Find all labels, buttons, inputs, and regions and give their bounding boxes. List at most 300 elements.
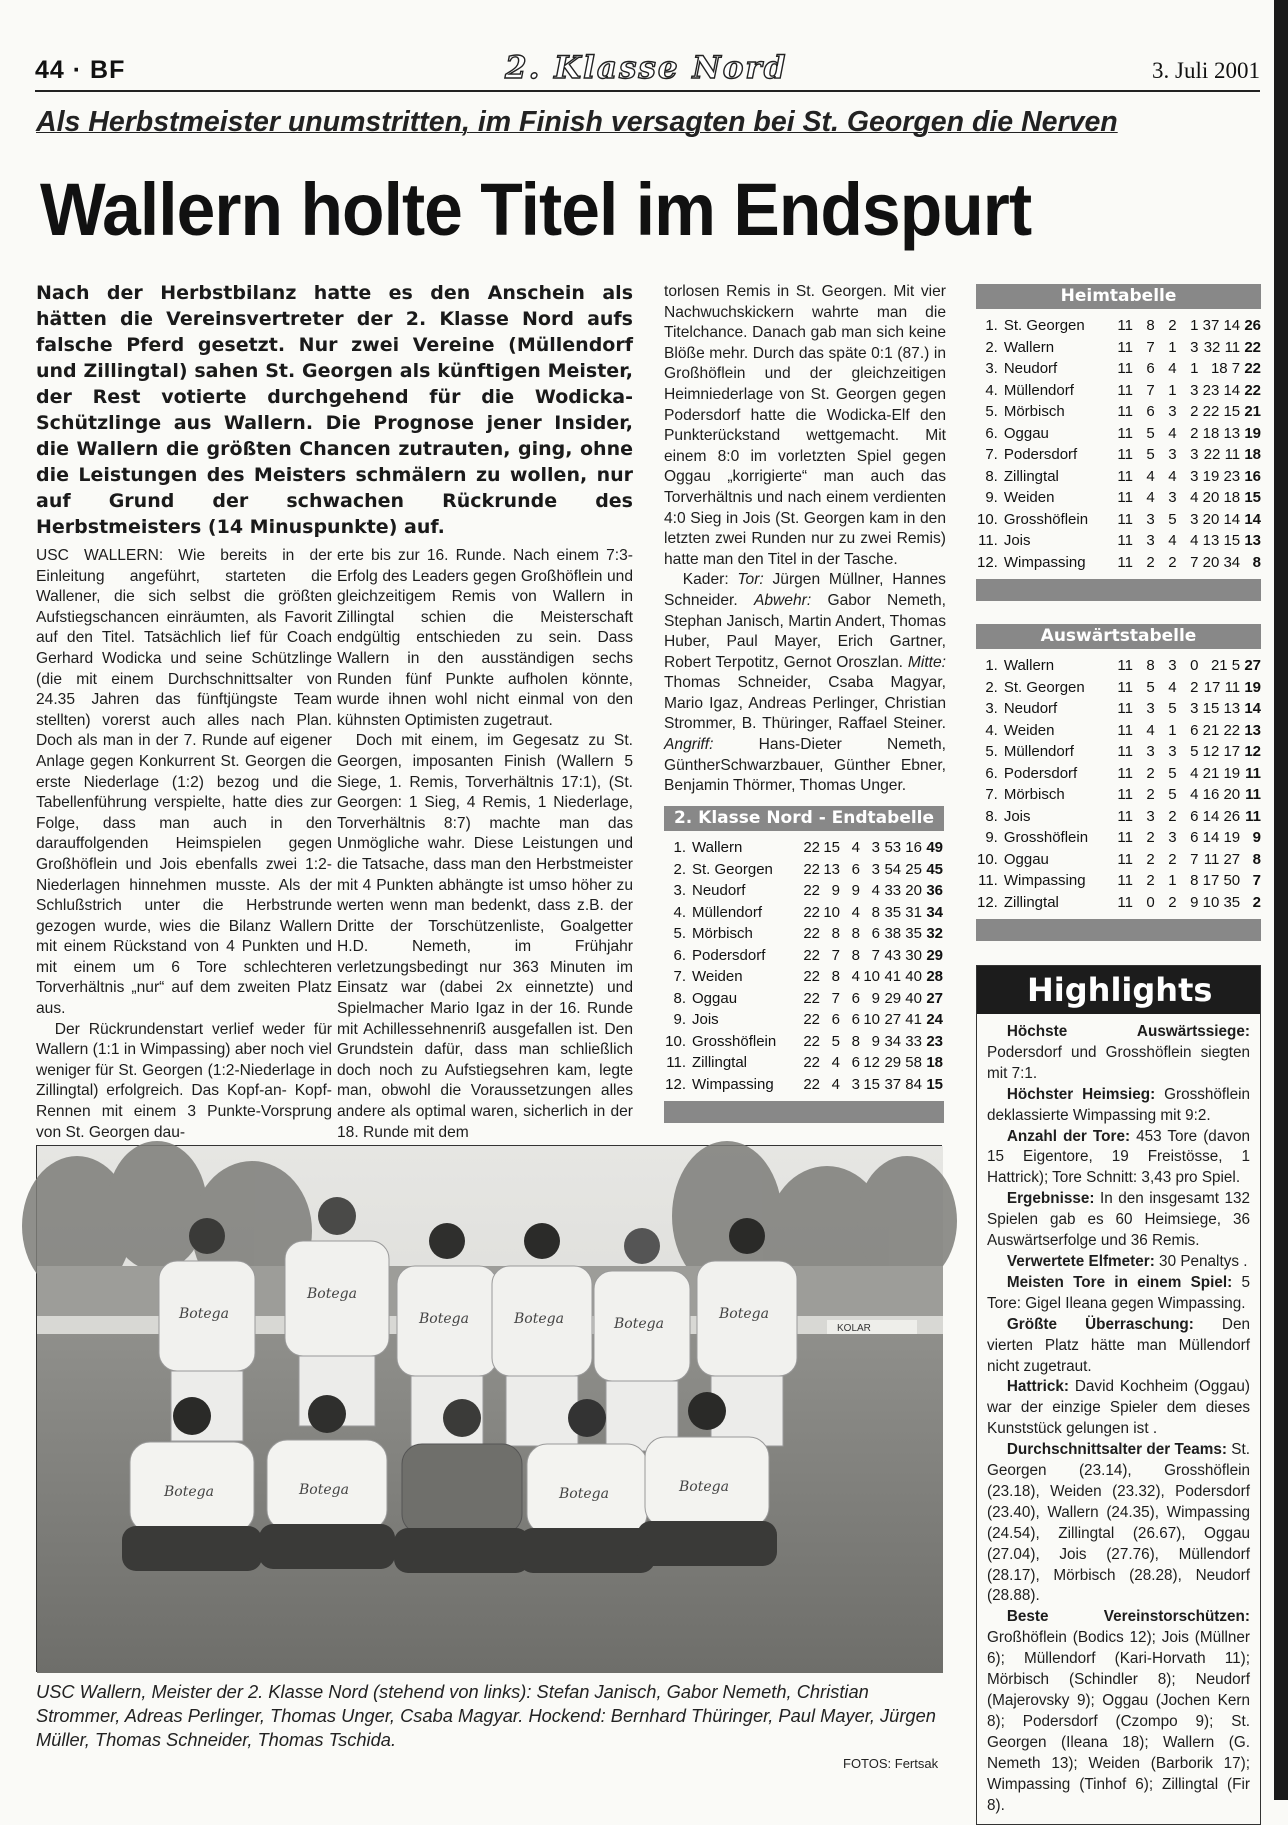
highlight-item	[987, 1252, 1250, 1273]
cell-s: 4	[1146, 467, 1155, 485]
cell-tore: 21 19	[1202, 764, 1241, 782]
highlight-text: In den insgesamt 132 Spielen gab es 60 Heimsiege, 36 Auswärtserfolge und 36 Remis.	[987, 1190, 1250, 1250]
cell-pkt: 13	[1244, 721, 1261, 739]
cell-rank: 3.	[985, 360, 998, 377]
cell-tore: 11 27	[1203, 850, 1241, 868]
cell-n: 5	[1190, 743, 1199, 760]
cell-tore: 22 11	[1203, 446, 1241, 463]
cell-u: 1	[1168, 872, 1177, 889]
cell-pkt: 7	[1252, 872, 1261, 889]
cell-rank: 6.	[985, 764, 998, 782]
cell-tore: 12 17	[1202, 743, 1241, 760]
cell-team: Wallern	[692, 839, 743, 856]
cell-tore: 10 35	[1202, 893, 1241, 911]
svg-text:Botega: Botega	[307, 1286, 357, 1302]
highlight-label: Größte Überraschung:	[1006, 1315, 1194, 1333]
cell-u: 1	[1168, 381, 1177, 399]
final-table-title: 2. Klasse Nord - Endtabelle	[664, 806, 944, 831]
cell-s: 5	[1146, 678, 1155, 696]
cell-tore: 37 84	[884, 1075, 922, 1093]
cell-sp: 11	[1117, 532, 1133, 549]
svg-text:Botega: Botega	[419, 1311, 469, 1327]
body-paragraph: torlosen Remis in St. Georgen. Mit vier Nachwuchskickern wahrte man die Titelchance. Danach gab man sich keine Blöße mehr. Durch das späte 0:1 (87.) in Großhöflein und der gleichzeitigen Heimniederlage von St. Georgen gegen Podersdorf hatte die Wodicka-Elf den Punkterückstand wettgemacht. Mit einem 8:0 im vorletzten Spiel gegen Oggau „korrigierte“ man auch das Torverhältnis und nach einem verdienten 4:0 Sieg in Jois (St. Georgen kam in den letzten zwei Runden nur zu zwei Remis) hatte man den Titel in der Tasche.	[664, 283, 946, 568]
cell-n: 3	[871, 860, 880, 878]
highlight-text: 30 Penaltys .	[1154, 1252, 1248, 1270]
cell-pkt: 27	[1244, 657, 1261, 674]
photo-caption: USC Wallern, Meister der 2. Klasse Nord (stehend von links): Stefan Janisch, Gabor Nemeth, Christian Strommer, Adreas Perlinger, Thomas Unger, Csaba Magyar. Hockend: Bernhard Thüringer, Paul Mayer, Jürgen Müller, Thomas Schneider, Thomas Tschida.	[36, 1681, 936, 1750]
cell-sp: 22	[803, 989, 820, 1007]
table-row	[664, 837, 947, 859]
cell-rank: 9.	[673, 1011, 686, 1028]
issue-date: 3. Juli 2001	[1152, 58, 1260, 83]
cell-pkt: 28	[926, 968, 943, 985]
cell-rank: 2.	[985, 678, 998, 696]
highlight-text: 5 Tore: Gigel Ileana gegen Wimpassing.	[987, 1273, 1250, 1312]
cell-tore: 14 19	[1202, 829, 1241, 846]
cell-rank: 2.	[673, 860, 686, 878]
cell-u: 6	[851, 860, 860, 878]
cell-n: 2	[1190, 424, 1199, 442]
cell-rank: 8.	[673, 989, 686, 1007]
home-table-rows	[976, 309, 1261, 579]
cell-s: 7	[1146, 381, 1155, 399]
cell-rank: 6.	[985, 424, 998, 442]
cell-pkt: 21	[1244, 403, 1261, 420]
cell-team: Zillingtal	[1003, 467, 1059, 485]
highlight-item	[987, 1085, 1250, 1127]
cell-n: 15	[863, 1075, 880, 1093]
cell-rank: 8.	[985, 467, 998, 485]
cell-n: 1	[1190, 360, 1199, 377]
cell-sp: 22	[803, 1054, 820, 1071]
cell-pkt: 34	[926, 903, 943, 921]
table-row	[976, 763, 1261, 785]
cell-pkt: 19	[1244, 424, 1261, 442]
cell-u: 6	[851, 1054, 860, 1071]
cell-tore: 32 11	[1203, 338, 1241, 356]
cell-sp: 11	[1117, 893, 1133, 911]
table-row	[664, 1074, 947, 1096]
cell-n: 12	[863, 1054, 880, 1071]
cell-team: Podersdorf	[1003, 446, 1078, 463]
cell-sp: 11	[1117, 467, 1133, 485]
subtitle-part-b: im Finish versagten bei St. Georgen die Nerven	[469, 106, 1118, 138]
highlight-item	[987, 1273, 1250, 1315]
cell-s: 2	[1146, 829, 1155, 846]
cell-n: 3	[1190, 510, 1199, 528]
cell-rank: 12.	[976, 553, 998, 571]
cell-tore: 14 26	[1202, 807, 1241, 825]
cell-pkt: 49	[926, 839, 943, 856]
table-row	[976, 784, 1261, 806]
cell-sp: 11	[1117, 786, 1133, 803]
cell-rank: 11.	[978, 532, 998, 549]
cell-u: 2	[1168, 553, 1177, 571]
highlight-label: Anzahl der Tore:	[1006, 1127, 1131, 1145]
team-photo-graphic	[37, 1146, 943, 1673]
highlight-label: Verwertete Elfmeter:	[1006, 1252, 1155, 1270]
cell-n: 4	[1190, 489, 1199, 506]
cell-u: 5	[1168, 510, 1177, 528]
cell-team: Jois	[1003, 532, 1031, 549]
cell-pkt: 14	[1244, 510, 1261, 528]
cell-u: 9	[851, 882, 860, 899]
cell-rank: 3.	[985, 700, 998, 717]
cell-u: 4	[1168, 467, 1177, 485]
cell-pkt: 2	[1252, 893, 1261, 911]
cell-team: Neudorf	[1003, 700, 1058, 717]
cell-pkt: 22	[1244, 338, 1261, 356]
cell-tore: 17 11	[1203, 678, 1241, 696]
body-column-2	[337, 546, 633, 1143]
highlights-title: Highlights	[977, 966, 1260, 1014]
cell-rank: 7.	[673, 968, 686, 985]
cell-u: 4	[1168, 424, 1177, 442]
svg-text:Botega: Botega	[679, 1479, 729, 1495]
final-table-rows	[664, 831, 947, 1101]
highlight-label: Meisten Tore in einem Spiel:	[1006, 1273, 1233, 1291]
cell-n: 3	[1190, 467, 1199, 485]
page-header	[35, 50, 1260, 92]
cell-rank: 1.	[985, 657, 998, 674]
cell-tore: 15 13	[1202, 700, 1241, 717]
cell-sp: 11	[1117, 317, 1133, 334]
cell-n: 3	[1190, 446, 1199, 463]
table-row	[664, 945, 947, 967]
table-row	[976, 337, 1261, 359]
squad-label: Kader:	[682, 571, 729, 589]
cell-tore: 19 23	[1202, 467, 1241, 485]
cell-u: 4	[1168, 678, 1177, 696]
cell-sp: 11	[1117, 403, 1133, 420]
cell-sp: 22	[803, 1032, 820, 1050]
table-row	[976, 530, 1261, 552]
cell-sp: 11	[1117, 510, 1133, 528]
table-divider	[664, 1101, 944, 1123]
cell-sp: 11	[1117, 424, 1133, 442]
cell-team: Neudorf	[692, 882, 746, 899]
cell-n: 7	[871, 946, 880, 964]
cell-sp: 11	[1117, 743, 1133, 760]
cell-s: 15	[823, 839, 840, 856]
cell-rank: 12.	[665, 1075, 686, 1093]
page-edge	[1274, 0, 1288, 1800]
cell-tore: 41 40	[884, 968, 922, 985]
table-row	[976, 315, 1261, 337]
table-divider	[976, 579, 1261, 601]
attack-names: Hans-Dieter Nemeth, GüntherSchwarzbauer, Günther Ebner, Benjamin Thörmer, Thomas Unger.	[664, 736, 946, 795]
table-row	[976, 380, 1261, 402]
cell-team: Müllendorf	[1003, 743, 1074, 760]
cell-sp: 22	[803, 903, 820, 921]
cell-s: 3	[1146, 807, 1155, 825]
cell-s: 5	[1146, 424, 1155, 442]
home-table-title: Heimtabelle	[976, 284, 1261, 309]
cell-team: Grosshöflein	[692, 1032, 777, 1050]
goalkeeper-names: Jürgen Müllner, Hannes Schneider.	[664, 571, 946, 609]
cell-rank: 10.	[976, 510, 998, 528]
highlight-item	[987, 1377, 1250, 1440]
cell-s: 0	[1146, 893, 1155, 911]
cell-tore: 33 20	[884, 882, 922, 899]
cell-n: 6	[1190, 829, 1199, 846]
cell-team: Zillingtal	[1003, 893, 1059, 911]
cell-team: Podersdorf	[692, 946, 766, 964]
table-row	[976, 552, 1261, 574]
table-row	[976, 870, 1261, 892]
cell-u: 8	[851, 946, 860, 964]
cell-team: Mörbisch	[692, 925, 753, 942]
cell-s: 2	[1146, 553, 1155, 571]
cell-team: St. Georgen	[1003, 317, 1085, 334]
cell-tore: 29 58	[884, 1054, 922, 1071]
highlight-text: Podersdorf und Grosshöflein siegten mit 7:1.	[987, 1043, 1250, 1082]
cell-sp: 22	[803, 925, 820, 942]
table-row	[976, 487, 1261, 509]
cell-pkt: 19	[1244, 678, 1261, 696]
cell-team: Mörbisch	[1003, 786, 1065, 803]
cell-s: 5	[831, 1032, 840, 1050]
cell-tore: 27 41	[884, 1011, 922, 1028]
cell-tore: 20 18	[1202, 489, 1241, 506]
cell-tore: 20 14	[1202, 510, 1241, 528]
cell-rank: 12.	[976, 893, 998, 911]
cell-u: 1	[1168, 721, 1177, 739]
cell-u: 4	[851, 968, 860, 985]
table-row	[976, 466, 1261, 488]
cell-u: 2	[1168, 317, 1177, 334]
cell-sp: 11	[1117, 489, 1133, 506]
cell-team: St. Georgen	[692, 860, 773, 878]
table-row	[664, 902, 947, 924]
cell-pkt: 26	[1244, 317, 1261, 334]
cell-pkt: 18	[926, 1054, 943, 1071]
cell-s: 6	[831, 1011, 840, 1028]
article-subtitle	[36, 106, 1258, 139]
attack-label: Angriff:	[664, 736, 714, 754]
cell-rank: 7.	[985, 446, 998, 463]
photo-credit: FOTOS: Fertsak	[843, 1756, 939, 1771]
cell-n: 4	[1190, 764, 1199, 782]
article-lead: Nach der Herbstbilanz hatte es den Anschein als hätten die Vereinsvertreter der 2. Klasse Nord aufs falsche Pferd gesetzt. Nur zwei Vereine (Müllendorf und Zillingtal) sahen St. Georgen als künftigen Meister, der Rest votierte durchgehend für die Wodicka-Schützlinge aus Wallern. Die Prognose jener Insider, die Wallern die größten Chancen zutrauten, ging, ohne die Leistungen des Meisters schmälern zu wollen, nur auf Grund der schwachen Rückrunde des Herbstmeisters (14 Minuspunkte) auf.	[36, 282, 633, 538]
cell-sp: 22	[803, 968, 820, 985]
cell-u: 5	[1168, 786, 1177, 803]
cell-sp: 22	[803, 839, 820, 856]
cell-sp: 11	[1117, 721, 1133, 739]
highlight-label: Hattrick:	[1006, 1378, 1069, 1396]
highlight-item	[987, 1315, 1250, 1378]
page-number: 44 · BF	[35, 56, 126, 84]
article-headline: Wallern holte Titel im Endspurt	[40, 168, 1032, 251]
cell-rank: 1.	[673, 839, 686, 856]
cell-sp: 11	[1117, 678, 1133, 696]
cell-sp: 11	[1117, 381, 1133, 399]
cell-rank: 10.	[976, 850, 998, 868]
cell-s: 2	[1146, 850, 1155, 868]
cell-rank: 5.	[673, 925, 686, 942]
cell-pkt: 12	[1244, 743, 1261, 760]
cell-rank: 4.	[673, 903, 686, 921]
cell-n: 9	[871, 989, 880, 1007]
cell-rank: 10.	[665, 1032, 686, 1050]
goalkeeper-label: Tor:	[737, 571, 764, 589]
body-paragraph: Der Rückrundenstart verlief weder für Wallern (1:1 in Wimpassing) aber noch viel weniger für St. Georgen (1:2-Niederlage in Zillingtal) erfolgreich. Das Kopf-an- Kopf-Rennen mit einem 3 Punkte-Vorsprung von St. Georgen dau-	[36, 1020, 332, 1141]
cell-team: St. Georgen	[1003, 678, 1085, 696]
cell-u: 6	[851, 1011, 860, 1028]
pitch-sign: KOLAR	[837, 1323, 871, 1334]
highlight-label: Beste Vereinstorschützen:	[1006, 1608, 1250, 1626]
highlight-item	[987, 1607, 1250, 1816]
highlight-item	[987, 1440, 1250, 1607]
highlights-body	[977, 1014, 1260, 1824]
cell-s: 7	[1146, 338, 1155, 356]
cell-s: 3	[1146, 510, 1155, 528]
body-paragraph: USC WALLERN: Wie bereits in der Einleitung angeführt, starteten die Wallener, die sich selbst die größten Aufstiegschancen einräumten, als Favorit auf den Titel. Tatsächlich lief für Coach Gerhard Wodicka und seine Schützlinge (die mit einem Durchschnittsalter von 24.35 Jahren das fünftjüngste Team stellten) vorerst auch alles nach Plan. Doch als man in der 7. Runde auf eigener Anlage gegen Konkurrent St. Georgen die erste Niederlage (1:2) bezog und die Tabellenführung verspielte, hatte dies zur Folge, dass man auch in den darauffolgenden Heimspielen gegen Großhöflein und Jois ebenfalls zwei 1:2-Niederlagen hinnehmen musste. Als der Schlußstrich unter die Herbstrunde gezogen wurde, wies die Bilanz Wallern mit einem Rückstand von 4 Punkten und mit einem um 6 Tore schlechteren Torverhältnis „nur“ auf dem zweiten Platz aus.	[36, 547, 332, 1018]
cell-tore: 53 16	[884, 839, 922, 856]
cell-team: Oggau	[1003, 424, 1049, 442]
svg-text:Botega: Botega	[299, 1482, 349, 1498]
cell-tore: 23 14	[1202, 381, 1241, 399]
cell-u: 4	[1168, 532, 1177, 549]
cell-rank: 7.	[985, 786, 998, 803]
cell-s: 9	[831, 882, 840, 899]
cell-tore: 13 15	[1202, 532, 1241, 549]
away-table-rows	[976, 649, 1261, 919]
cell-team: Wimpassing	[692, 1075, 774, 1093]
cell-n: 3	[1190, 381, 1199, 399]
cell-sp: 22	[803, 860, 820, 878]
highlight-text: 453 Tore (davon 15 Eigentore, 19 Freistösse, 1 Hattrick); Tore Schnitt: 3,43 pro Spiel.	[987, 1127, 1250, 1187]
cell-u: 3	[1168, 489, 1177, 506]
table-row	[664, 923, 947, 945]
cell-pkt: 14	[1244, 700, 1261, 717]
midfield-names: Thomas Schneider, Csaba Magyar, Mario Igaz, Andreas Perlinger, Christian Strommer, B. Thüringer, Raffael Steiner.	[664, 674, 946, 733]
cell-u: 3	[1168, 403, 1177, 420]
table-row	[976, 358, 1261, 380]
cell-s: 4	[831, 1054, 840, 1071]
cell-s: 3	[1146, 700, 1155, 717]
cell-rank: 9.	[985, 829, 998, 846]
svg-text:Botega: Botega	[614, 1316, 664, 1332]
cell-sp: 11	[1117, 446, 1133, 463]
cell-pkt: 15	[1244, 489, 1261, 506]
highlight-text: St. Georgen (23.14), Grosshöflein (23.18), Weiden (23.32), Podersdorf (23.40), Wallern (24.35), Wimpassing (24.54), Zillingtal (26.67), Oggau (27.04), Jois (27.76), Müllendorf (28.17), Mörbisch (28.28), Neudorf (28.88).	[987, 1441, 1250, 1605]
cell-pkt: 29	[926, 946, 943, 964]
team-photo	[36, 1145, 942, 1672]
body-column-3	[664, 282, 946, 797]
cell-team: Weiden	[692, 968, 743, 985]
cell-team: Grosshöflein	[1003, 829, 1089, 846]
cell-tore: 43 30	[884, 946, 922, 964]
cell-u: 5	[1168, 764, 1177, 782]
cell-tore: 54 25	[884, 860, 922, 878]
cell-s: 4	[831, 1075, 840, 1093]
body-column-1	[36, 546, 332, 1143]
defense-names: Gabor Nemeth, Stephan Janisch, Martin Andert, Thomas Huber, Paul Mayer, Erich Gartner, Robert Terpotitz, Gernot Oroszlan.	[664, 591, 946, 671]
home-table	[976, 284, 1261, 601]
cell-tore: 38 35	[884, 925, 922, 942]
table-row	[976, 827, 1261, 849]
cell-n: 3	[1190, 700, 1199, 717]
cell-tore: 21 5	[1210, 657, 1241, 674]
table-row	[664, 966, 947, 988]
cell-pkt: 36	[926, 882, 943, 899]
cell-n: 4	[1190, 786, 1199, 803]
cell-n: 7	[1190, 553, 1199, 571]
cell-s: 8	[831, 925, 840, 942]
cell-rank: 6.	[673, 946, 686, 964]
cell-pkt: 11	[1245, 786, 1261, 803]
cell-s: 3	[1146, 743, 1155, 760]
cell-s: 3	[1146, 532, 1155, 549]
cell-pkt: 45	[926, 860, 943, 878]
cell-u: 2	[1168, 893, 1177, 911]
cell-rank: 4.	[985, 381, 998, 399]
cell-n: 9	[1190, 893, 1199, 911]
cell-tore: 20 34	[1202, 553, 1241, 571]
svg-text:Botega: Botega	[719, 1306, 769, 1322]
cell-sp: 22	[803, 946, 820, 964]
svg-text:Botega: Botega	[164, 1484, 214, 1500]
cell-rank: 2.	[985, 338, 998, 356]
cell-sp: 22	[803, 1075, 820, 1093]
cell-rank: 5.	[985, 743, 998, 760]
highlight-label: Höchste Auswärtssiege:	[1006, 1023, 1250, 1040]
cell-pkt: 13	[1244, 532, 1261, 549]
cell-n: 4	[1190, 532, 1199, 549]
cell-s: 8	[831, 968, 840, 985]
cell-tore: 37 14	[1202, 317, 1241, 334]
cell-u: 4	[851, 839, 860, 856]
cell-team: Mörbisch	[1003, 403, 1065, 420]
cell-sp: 11	[1117, 764, 1133, 782]
cell-s: 10	[823, 903, 840, 921]
cell-u: 3	[1168, 657, 1177, 674]
cell-team: Oggau	[1003, 850, 1049, 868]
table-row	[976, 720, 1261, 742]
table-row	[976, 509, 1261, 531]
cell-n: 6	[1190, 807, 1199, 825]
cell-s: 6	[1146, 360, 1155, 377]
cell-s: 13	[823, 860, 840, 878]
table-row	[976, 698, 1261, 720]
table-row	[976, 655, 1261, 677]
cell-u: 3	[1168, 446, 1177, 463]
highlight-label: Ergebnisse:	[1006, 1190, 1095, 1208]
cell-team: Podersdorf	[1003, 764, 1078, 782]
highlight-text: Grosshöflein deklassierte Wimpassing mit 9:2.	[987, 1085, 1250, 1124]
cell-pkt: 18	[1244, 446, 1261, 463]
cell-pkt: 24	[926, 1011, 943, 1028]
table-row	[976, 423, 1261, 445]
cell-u: 8	[851, 925, 860, 942]
cell-u: 1	[1168, 338, 1177, 356]
cell-pkt: 22	[1244, 381, 1261, 399]
cell-n: 2	[1190, 403, 1199, 420]
cell-n: 10	[863, 1011, 880, 1028]
cell-pkt: 16	[1244, 467, 1261, 485]
cell-u: 4	[851, 903, 860, 921]
cell-rank: 11.	[666, 1054, 686, 1071]
away-table-title: Auswärtstabelle	[976, 624, 1261, 649]
cell-pkt: 22	[1244, 360, 1261, 377]
defense-label: Abwehr:	[753, 591, 812, 609]
cell-pkt: 9	[1252, 829, 1261, 846]
cell-n: 9	[871, 1032, 880, 1050]
cell-n: 8	[1190, 872, 1199, 889]
cell-s: 7	[831, 989, 840, 1007]
cell-pkt: 11	[1245, 764, 1261, 782]
